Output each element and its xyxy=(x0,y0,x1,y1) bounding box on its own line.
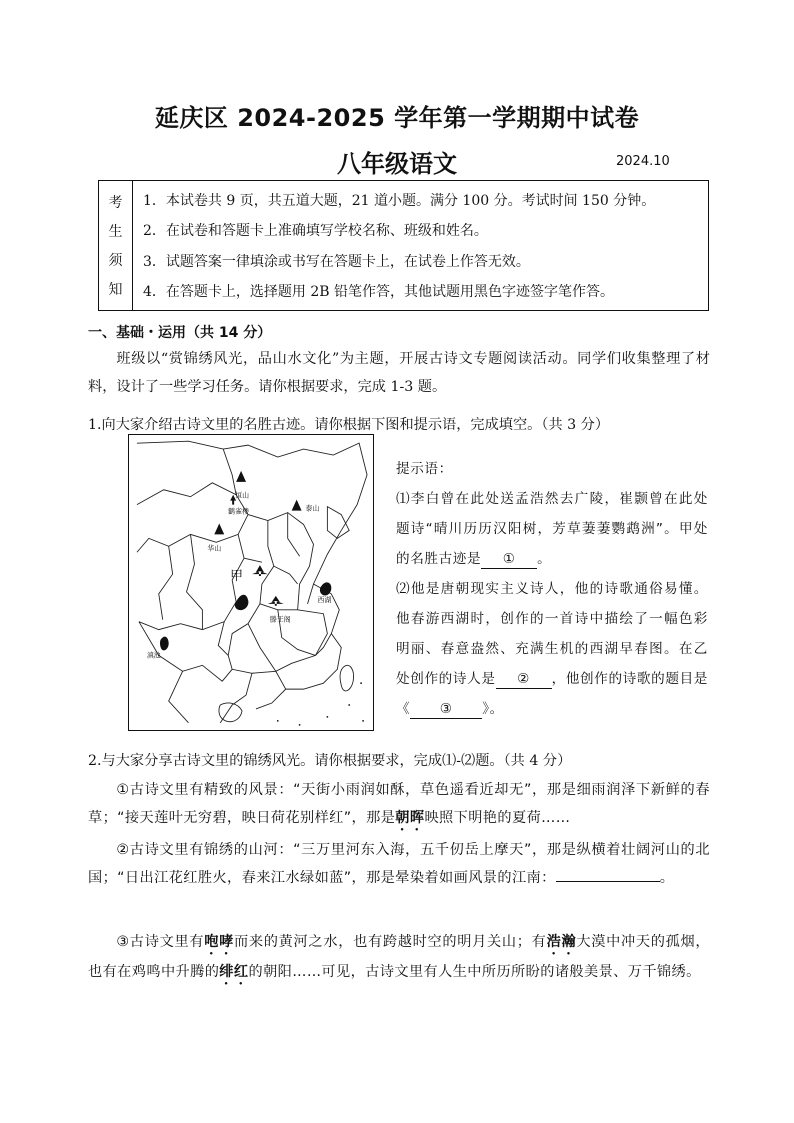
hint-2-end: 》。 xyxy=(482,701,504,717)
q2-p1-emphasis: 朝晖 xyxy=(395,810,425,826)
map-label-hengshan: 恒山 xyxy=(235,491,250,500)
map-label-huashan: 华山 xyxy=(207,544,222,553)
q2-paragraph-3 xyxy=(88,928,710,988)
mountain-icon xyxy=(236,471,246,482)
exam-subtitle: 八年级语文 xyxy=(337,150,457,178)
section-intro: 班级以“赏锦绣风光，品山水文化”为主题，开展古诗文专题阅读活动。同学们收集整理了材料，设计了一些学习任务。请你根据要求，完成 1-3 题。 xyxy=(88,351,710,395)
map-label-dianchi: 滇池 xyxy=(146,651,161,660)
q2-p3-c: 大漠中冲天的孤烟，也有在鸡鸣中升腾的 xyxy=(88,934,711,980)
map-label-guanquelou: 鹳雀楼 xyxy=(228,507,249,516)
pavilion-icon xyxy=(268,596,284,606)
notice-label-char: 知 xyxy=(108,282,123,299)
q2-p3-emphasis-1: 咆哮 xyxy=(204,934,235,950)
mountain-icon xyxy=(214,523,224,534)
china-map xyxy=(128,434,374,731)
answer-blank-1[interactable]: ① xyxy=(481,550,537,569)
lake-icon xyxy=(235,595,249,610)
hint-1-end: 。 xyxy=(537,551,552,567)
candidate-notice-box xyxy=(98,180,709,311)
notice-item: 4．在答题卡上，选择题用 2B 铅笔作答，其他试题用黑色字迹签字笔作答。 xyxy=(143,283,615,300)
section-heading: 一、基础・运用（共 14 分） xyxy=(88,325,272,341)
q2-paragraph-1 xyxy=(88,776,710,834)
answer-blank-2[interactable]: ② xyxy=(496,670,552,689)
notice-label-char: 考 xyxy=(108,194,123,211)
hint-item-2 xyxy=(396,574,708,724)
exam-title: 延庆区 2024-2025 学年第一学期期中试卷 xyxy=(154,104,640,132)
lake-icon xyxy=(320,582,331,595)
q2-p3-emphasis-2: 浩瀚 xyxy=(546,934,577,950)
map-label-xihu: 西湖 xyxy=(317,595,332,604)
hint-item-1 xyxy=(396,484,708,574)
q2-paragraph-2 xyxy=(88,836,710,892)
notice-item: 3．试题答案一律填涂或书写在答题卡上，在试卷上作答无效。 xyxy=(143,253,530,270)
q2-p3-emphasis-3: 绯红 xyxy=(219,964,249,980)
hint-title: 提示语： xyxy=(396,461,453,477)
question-2-stem: 2.与大家分享古诗文里的锦绣风光。请你根据要求，完成⑴-⑵题。（共 4 分） xyxy=(88,753,572,769)
answer-blank-3[interactable]: ③ xyxy=(410,700,482,719)
lake-icon xyxy=(160,637,169,651)
notice-label xyxy=(99,181,133,310)
q2-p3-a: ③古诗文里有 xyxy=(116,934,205,950)
pavilion-icon xyxy=(252,565,268,576)
notice-label-char: 生 xyxy=(108,223,123,240)
q2-p2-text: ②古诗文里有锦绣的山河：“三万里河东入海，五千仞岳上摩天”，那是纵横着壮阔河山的北国；“日出江花红胜火，春来江水绿如蓝”，那是晕染着如画风景的江南： xyxy=(88,842,710,886)
notice-items xyxy=(133,181,708,310)
answer-blank-4[interactable] xyxy=(556,881,660,882)
hint-1-text: ⑴李白曾在此处送孟浩然去广陵，崔颢曾在此处题诗“晴川历历汉阳树，芳草萋萋鹦鹉洲”。甲处的名胜古迹是 xyxy=(396,491,708,567)
q2-p1-pre: ①古诗文里有精致的风景：“天街小雨润如酥，草色遥看近却无”，那是细雨润泽下新鲜的春草；“接天莲叶无穷碧，映日荷花别样红”，那是 xyxy=(88,782,710,826)
q2-p2-end: 。 xyxy=(659,870,675,886)
china-map-drawing xyxy=(129,435,373,730)
question-1-stem: 1.向大家介绍古诗文里的名胜古迹。请你根据下图和提示语，完成填空。（共 3 分） xyxy=(88,417,610,433)
notice-label-char: 须 xyxy=(108,253,123,270)
hint-panel xyxy=(396,454,708,724)
q2-p3-d: 的朝阳……可见，古诗文里有人生中所历所盼的诸般美景、万千锦绣。 xyxy=(248,964,701,980)
hint-2-mid: ，他创作的诗歌的题目是《 xyxy=(396,671,708,717)
hint-2-text: ⑵他是唐朝现实主义诗人，他的诗歌通俗易懂。他春游西湖时，创作的一首诗中描绘了一幅色彩明丽、春意盎然、充满生机的西湖早春图。在乙处创作的诗人是 xyxy=(396,581,708,687)
notice-item: 1．本试卷共 9 页，共五道大题，21 道小题。满分 100 分。考试时间 150 分钟。 xyxy=(143,193,656,210)
notice-item: 2．在试卷和答题卡上准确填写学校名称、班级和姓名。 xyxy=(143,223,488,240)
exam-date: 2024.10 xyxy=(616,154,670,169)
mountain-icon xyxy=(292,500,302,511)
q2-p1-post: 映照下明艳的夏荷…… xyxy=(424,810,571,826)
map-label-tengwangge: 滕王阁 xyxy=(269,615,291,624)
q2-p3-b: 而来的黄河之水，也有跨越时空的明月关山；有 xyxy=(234,934,547,950)
map-label-taishan: 泰山 xyxy=(305,504,320,513)
map-label-jia: 甲 xyxy=(230,569,244,585)
